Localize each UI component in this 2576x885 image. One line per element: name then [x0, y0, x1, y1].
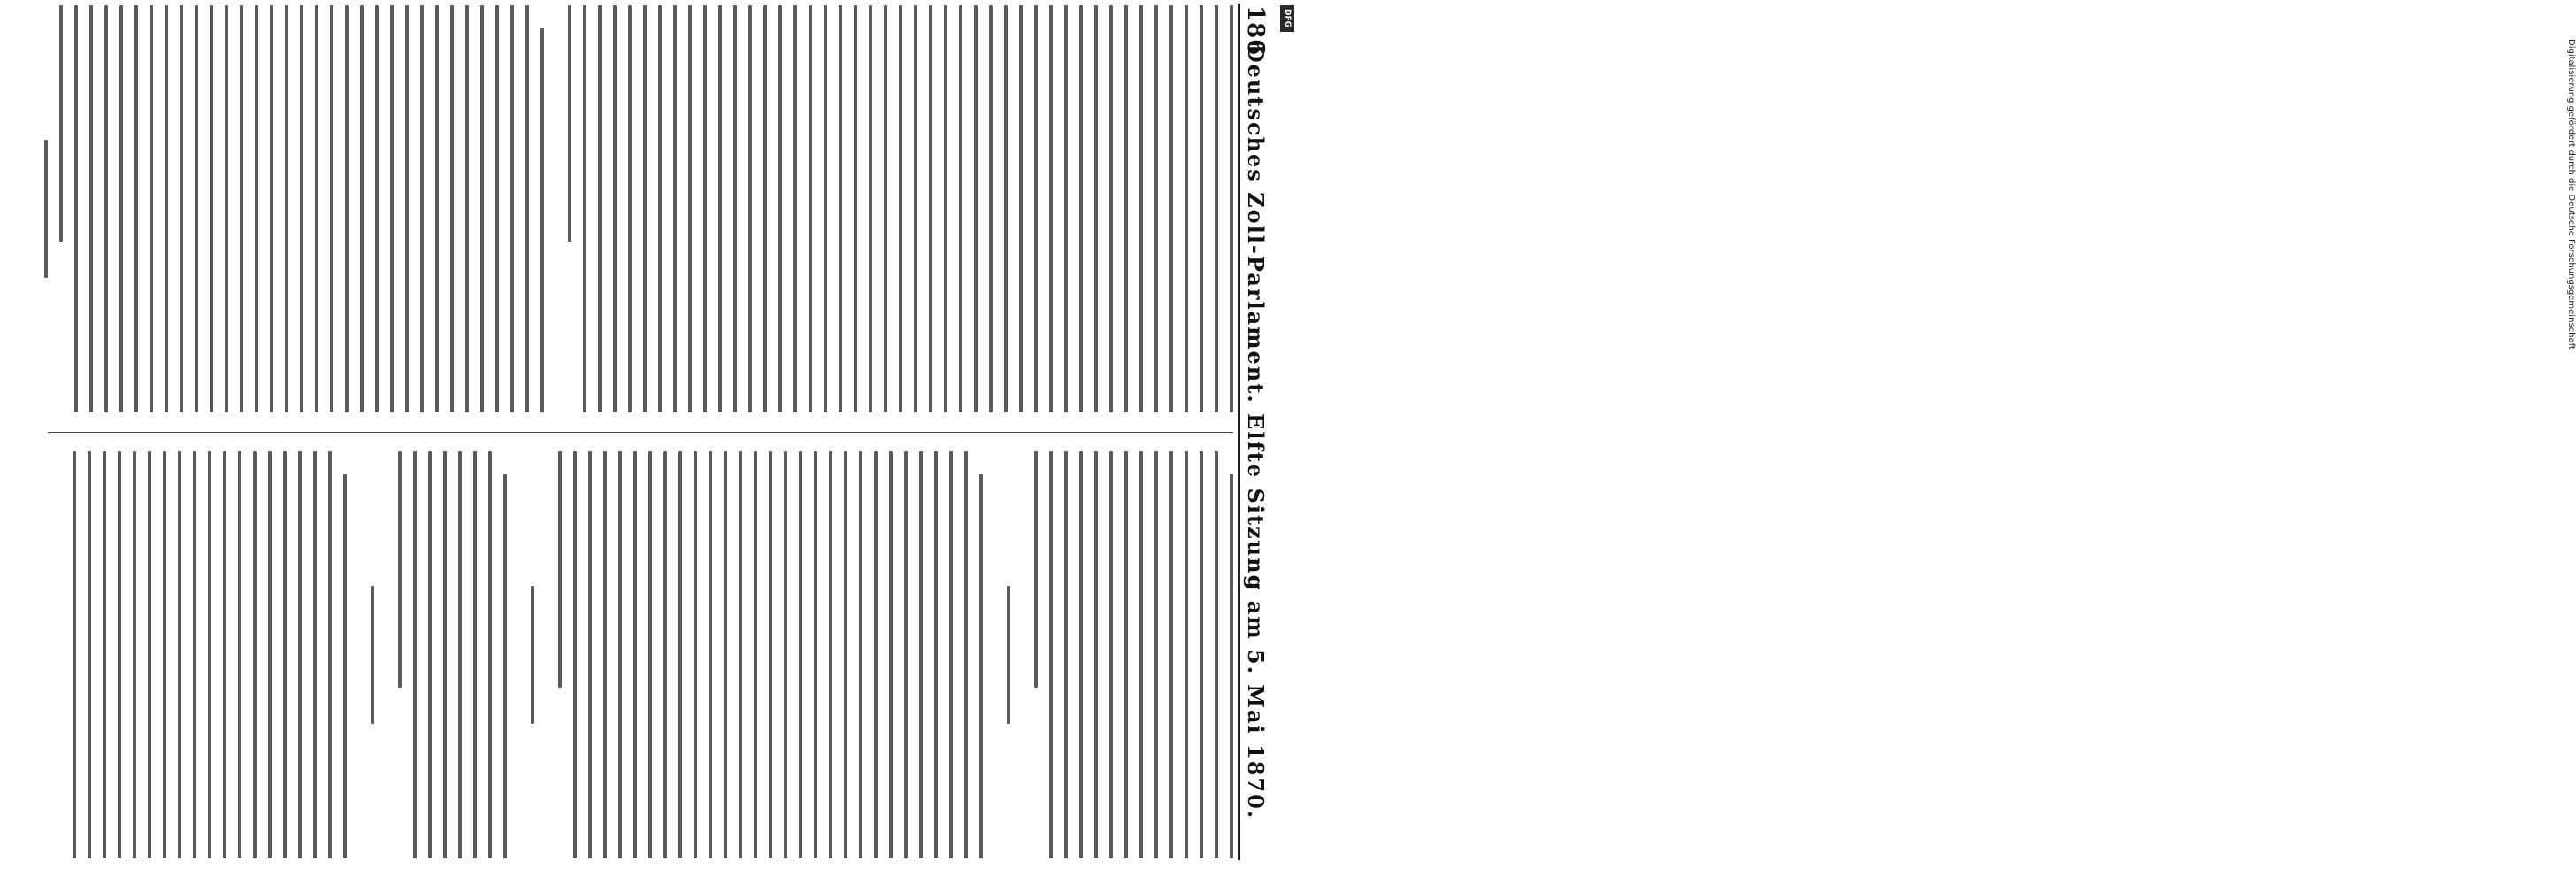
- text-line-placeholder: [1109, 5, 1113, 412]
- text-line-placeholder: [540, 28, 544, 412]
- paragraph-gap: [544, 5, 556, 412]
- text-line-placeholder: [180, 5, 183, 412]
- text-line-placeholder: [119, 5, 123, 412]
- text-line-placeholder: [884, 5, 887, 412]
- text-line-placeholder: [465, 5, 469, 412]
- text-line-placeholder: [345, 5, 349, 412]
- text-line-placeholder: [1169, 5, 1173, 412]
- text-line-placeholder: [328, 451, 332, 858]
- text-line-placeholder: [964, 451, 968, 858]
- paragraph-gap: [534, 451, 547, 858]
- text-line-placeholder: [210, 5, 213, 412]
- text-line-placeholder: [253, 451, 257, 858]
- text-line-placeholder: [613, 5, 617, 412]
- text-line-placeholder: [268, 451, 272, 858]
- text-line-placeholder: [718, 5, 722, 412]
- text-line-placeholder: [134, 5, 138, 412]
- text-line-placeholder: [270, 5, 273, 412]
- text-line-placeholder: [1200, 5, 1203, 412]
- text-line-placeholder: [255, 5, 258, 412]
- text-line-placeholder: [899, 5, 902, 412]
- paragraph-gap: [507, 451, 519, 858]
- text-line-placeholder: [869, 5, 872, 412]
- text-line-placeholder: [398, 451, 402, 688]
- text-line-placeholder: [283, 451, 287, 858]
- text-line-placeholder: [748, 5, 752, 412]
- text-line-placeholder: [573, 451, 577, 858]
- text-line-placeholder: [375, 5, 379, 412]
- text-line-placeholder: [733, 5, 737, 412]
- text-line-placeholder: [618, 451, 622, 858]
- text-line-placeholder: [1200, 451, 1203, 858]
- text-line-placeholder: [663, 451, 667, 858]
- text-line-placeholder: [844, 451, 847, 858]
- text-line-placeholder: [89, 5, 93, 412]
- text-line-placeholder: [769, 451, 772, 858]
- text-line-placeholder: [824, 5, 827, 412]
- text-line-placeholder: [598, 5, 602, 412]
- paragraph-gap: [374, 451, 387, 858]
- paragraph-gap: [1010, 451, 1023, 858]
- text-line-placeholder: [195, 5, 198, 412]
- text-line-placeholder: [503, 474, 507, 858]
- text-line-placeholder: [531, 586, 534, 724]
- text-line-placeholder: [1079, 5, 1083, 412]
- text-line-placeholder: [59, 5, 63, 242]
- text-column-right: [48, 451, 1233, 858]
- text-line-placeholder: [643, 5, 647, 412]
- text-line-placeholder: [525, 5, 529, 412]
- text-line-placeholder: [724, 451, 727, 858]
- text-line-placeholder: [148, 451, 151, 858]
- text-line-placeholder: [1109, 451, 1113, 858]
- text-line-placeholder: [163, 451, 166, 858]
- digitization-notice: Digitalisierung gefördert durch die Deutsche Forschungsgemeinschaft: [2566, 39, 2576, 350]
- text-line-placeholder: [1079, 451, 1083, 858]
- text-line-placeholder: [1034, 5, 1038, 412]
- text-line-placeholder: [814, 451, 817, 858]
- text-line-placeholder: [473, 451, 477, 858]
- text-column-left: [48, 5, 1233, 412]
- text-line-placeholder: [238, 451, 242, 858]
- text-line-placeholder: [859, 451, 862, 858]
- text-line-placeholder: [1007, 586, 1010, 724]
- text-line-placeholder: [458, 451, 462, 858]
- text-line-placeholder: [413, 451, 417, 858]
- text-line-placeholder: [628, 5, 632, 412]
- text-line-placeholder: [889, 451, 893, 858]
- text-line-placeholder: [703, 5, 707, 412]
- text-line-placeholder: [420, 5, 424, 412]
- text-line-placeholder: [193, 451, 196, 858]
- text-line-placeholder: [763, 5, 767, 412]
- text-line-placeholder: [829, 451, 832, 858]
- text-line-placeholder: [688, 5, 692, 412]
- text-line-placeholder: [510, 5, 514, 412]
- column-divider: [48, 432, 1233, 433]
- text-line-placeholder: [959, 5, 962, 412]
- text-line-placeholder: [934, 451, 938, 858]
- text-line-placeholder: [678, 451, 682, 858]
- text-line-placeholder: [371, 586, 374, 724]
- text-line-placeholder: [315, 5, 318, 412]
- text-line-placeholder: [300, 5, 303, 412]
- dfg-logo-stamp: DFG: [1280, 5, 1294, 32]
- text-line-placeholder: [673, 5, 677, 412]
- text-line-placeholder: [1154, 451, 1158, 858]
- text-line-placeholder: [1124, 5, 1128, 412]
- text-line-placeholder: [443, 451, 447, 858]
- text-line-placeholder: [360, 5, 364, 412]
- text-line-placeholder: [1049, 451, 1053, 858]
- text-line-placeholder: [1230, 474, 1233, 858]
- header-rule: [1238, 4, 1240, 860]
- text-line-placeholder: [1094, 5, 1098, 412]
- text-line-placeholder: [223, 451, 226, 858]
- text-line-placeholder: [558, 451, 562, 688]
- text-line-placeholder: [428, 451, 432, 858]
- text-line-placeholder: [603, 451, 607, 858]
- text-line-placeholder: [343, 474, 347, 858]
- rotated-page: [35, 4, 1274, 860]
- text-line-placeholder: [839, 5, 842, 412]
- text-line-placeholder: [1230, 5, 1233, 412]
- text-line-placeholder: [88, 451, 91, 858]
- text-line-placeholder: [929, 5, 932, 412]
- text-line-placeholder: [794, 5, 797, 412]
- text-line-placeholder: [919, 451, 923, 858]
- paragraph-gap: [983, 451, 995, 858]
- text-line-placeholder: [103, 451, 106, 858]
- text-line-placeholder: [150, 5, 153, 412]
- text-line-placeholder: [405, 5, 409, 412]
- text-line-placeholder: [944, 5, 947, 412]
- text-line-placeholder: [1215, 451, 1218, 858]
- text-line-placeholder: [914, 5, 917, 412]
- text-line-placeholder: [1184, 5, 1188, 412]
- text-line-placeholder: [178, 451, 181, 858]
- paragraph-gap: [347, 451, 359, 858]
- text-line-placeholder: [44, 140, 48, 278]
- text-line-placeholder: [390, 5, 394, 412]
- text-line-placeholder: [298, 451, 302, 858]
- text-line-placeholder: [1064, 5, 1068, 412]
- text-line-placeholder: [1034, 451, 1038, 688]
- text-line-placeholder: [450, 5, 454, 412]
- text-line-placeholder: [809, 5, 812, 412]
- text-line-placeholder: [208, 451, 211, 858]
- text-line-placeholder: [240, 5, 243, 412]
- text-line-placeholder: [1049, 5, 1053, 412]
- text-line-placeholder: [73, 451, 76, 858]
- text-line-placeholder: [739, 451, 742, 858]
- text-line-placeholder: [583, 5, 586, 412]
- page-number: 186: [1242, 5, 1269, 57]
- text-line-placeholder: [979, 474, 983, 858]
- text-line-placeholder: [709, 451, 712, 858]
- running-header: [1238, 4, 1274, 860]
- text-line-placeholder: [648, 451, 652, 858]
- text-line-placeholder: [904, 451, 908, 858]
- text-line-placeholder: [480, 5, 484, 412]
- text-line-placeholder: [1094, 451, 1098, 858]
- text-line-placeholder: [495, 5, 499, 412]
- text-line-placeholder: [799, 451, 802, 858]
- text-line-placeholder: [1139, 451, 1143, 858]
- text-line-placeholder: [118, 451, 121, 858]
- text-line-placeholder: [133, 451, 136, 858]
- text-line-placeholder: [974, 5, 978, 412]
- text-line-placeholder: [989, 5, 993, 412]
- text-line-placeholder: [1154, 5, 1158, 412]
- text-line-placeholder: [74, 5, 78, 412]
- text-line-placeholder: [1064, 451, 1068, 858]
- text-line-placeholder: [633, 451, 637, 858]
- text-line-placeholder: [658, 5, 662, 412]
- text-line-placeholder: [754, 451, 757, 858]
- text-line-placeholder: [1019, 5, 1023, 412]
- text-line-placeholder: [330, 5, 334, 412]
- text-line-placeholder: [784, 451, 787, 858]
- text-line-placeholder: [568, 5, 571, 242]
- text-line-placeholder: [1124, 451, 1128, 858]
- text-line-placeholder: [313, 451, 317, 858]
- text-line-placeholder: [285, 5, 288, 412]
- running-head-title: Deutsches Zoll-Parlament. Elfte Sitzung am 5. Mai 1870.: [1243, 43, 1269, 820]
- text-line-placeholder: [488, 451, 492, 858]
- text-line-placeholder: [1004, 5, 1008, 412]
- text-line-placeholder: [694, 451, 697, 858]
- text-line-placeholder: [104, 5, 108, 412]
- text-line-placeholder: [225, 5, 228, 412]
- text-line-placeholder: [165, 5, 168, 412]
- text-line-placeholder: [874, 451, 878, 858]
- text-line-placeholder: [1215, 5, 1218, 412]
- text-line-placeholder: [854, 5, 857, 412]
- text-line-placeholder: [1184, 451, 1188, 858]
- text-line-placeholder: [1169, 451, 1173, 858]
- text-line-placeholder: [778, 5, 782, 412]
- text-line-placeholder: [1139, 5, 1143, 412]
- page-body: [35, 4, 1274, 860]
- text-line-placeholder: [435, 5, 439, 412]
- text-line-placeholder: [588, 451, 592, 858]
- text-line-placeholder: [949, 451, 953, 858]
